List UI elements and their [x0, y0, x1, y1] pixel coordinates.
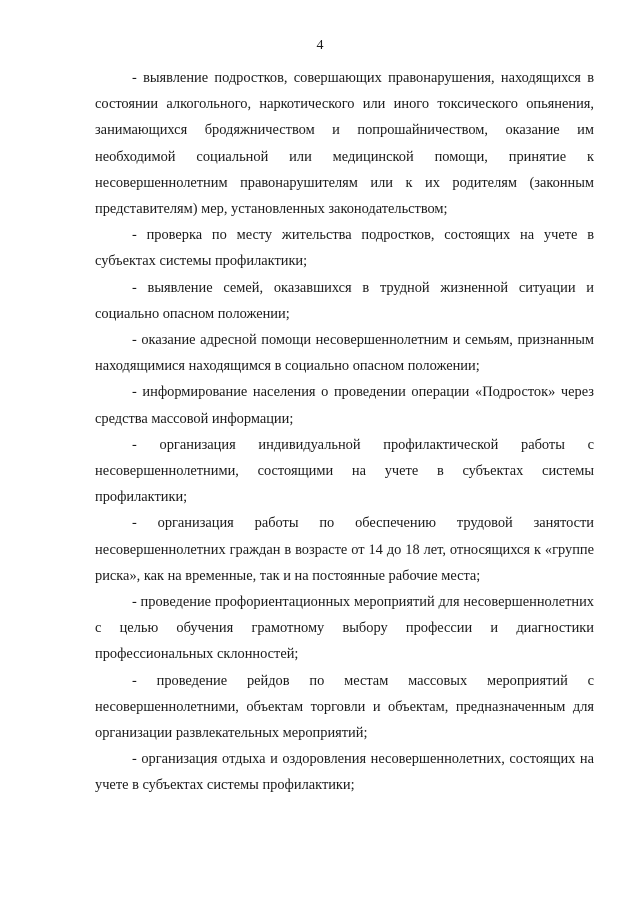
paragraph-identify-teenagers: - выявление подростков, совершающих правонарушения, находящихся в состоянии алкогольного, наркотического или иного токсического опьянения, занимающихся бродяжничеством и попрошайничеством, оказание им необходимой социальной или медицинской помощи, принятие к несовершеннолетним правонарушителям или к их родителям (законным представителям) мер, установленных законодательством;: [95, 70, 594, 218]
document-body: [95, 65, 594, 799]
paragraph-individual-prevention: - организация индивидуальной профилактической работы с несовершеннолетними, состоящими на учете в субъектах системы профилактики;: [95, 436, 594, 506]
paragraph-public-information: - информирование населения о проведении операции «Подросток» через средства массовой информации;: [95, 384, 594, 427]
paragraph-residence-check: - проверка по месту жительства подростков, состоящих на учете в субъектах системы профилактики;: [95, 227, 594, 270]
paragraph-career-guidance: - проведение профориентационных мероприятий для несовершеннолетних с целью обучения грамотному выбору профессии и диагностики профессиональных склонностей;: [95, 594, 594, 663]
page-number: 4: [316, 38, 324, 53]
paragraph-targeted-assistance: - оказание адресной помощи несовершеннолетним и семьям, признанным находящимися находящимся в социально опасном положении;: [95, 332, 594, 375]
paragraph-employment: - организация работы по обеспечению трудовой занятости несовершеннолетних граждан в возрасте от 14 до 18 лет, относящихся к «группе риска», как на временные, так и на постоянные рабочие места;: [95, 515, 594, 584]
paragraph-identify-families: - выявление семей, оказавшихся в трудной жизненной ситуации и социально опасном положении;: [95, 279, 594, 322]
paragraph-raids: - проведение рейдов по местам массовых мероприятий с несовершеннолетними, объектам торговли и объектам, предназначенным для организации развлекательных мероприятий;: [95, 672, 594, 742]
paragraph-recreation: - организация отдыха и оздоровления несовершеннолетних, состоящих на учете в субъектах системы профилактики;: [95, 751, 594, 794]
